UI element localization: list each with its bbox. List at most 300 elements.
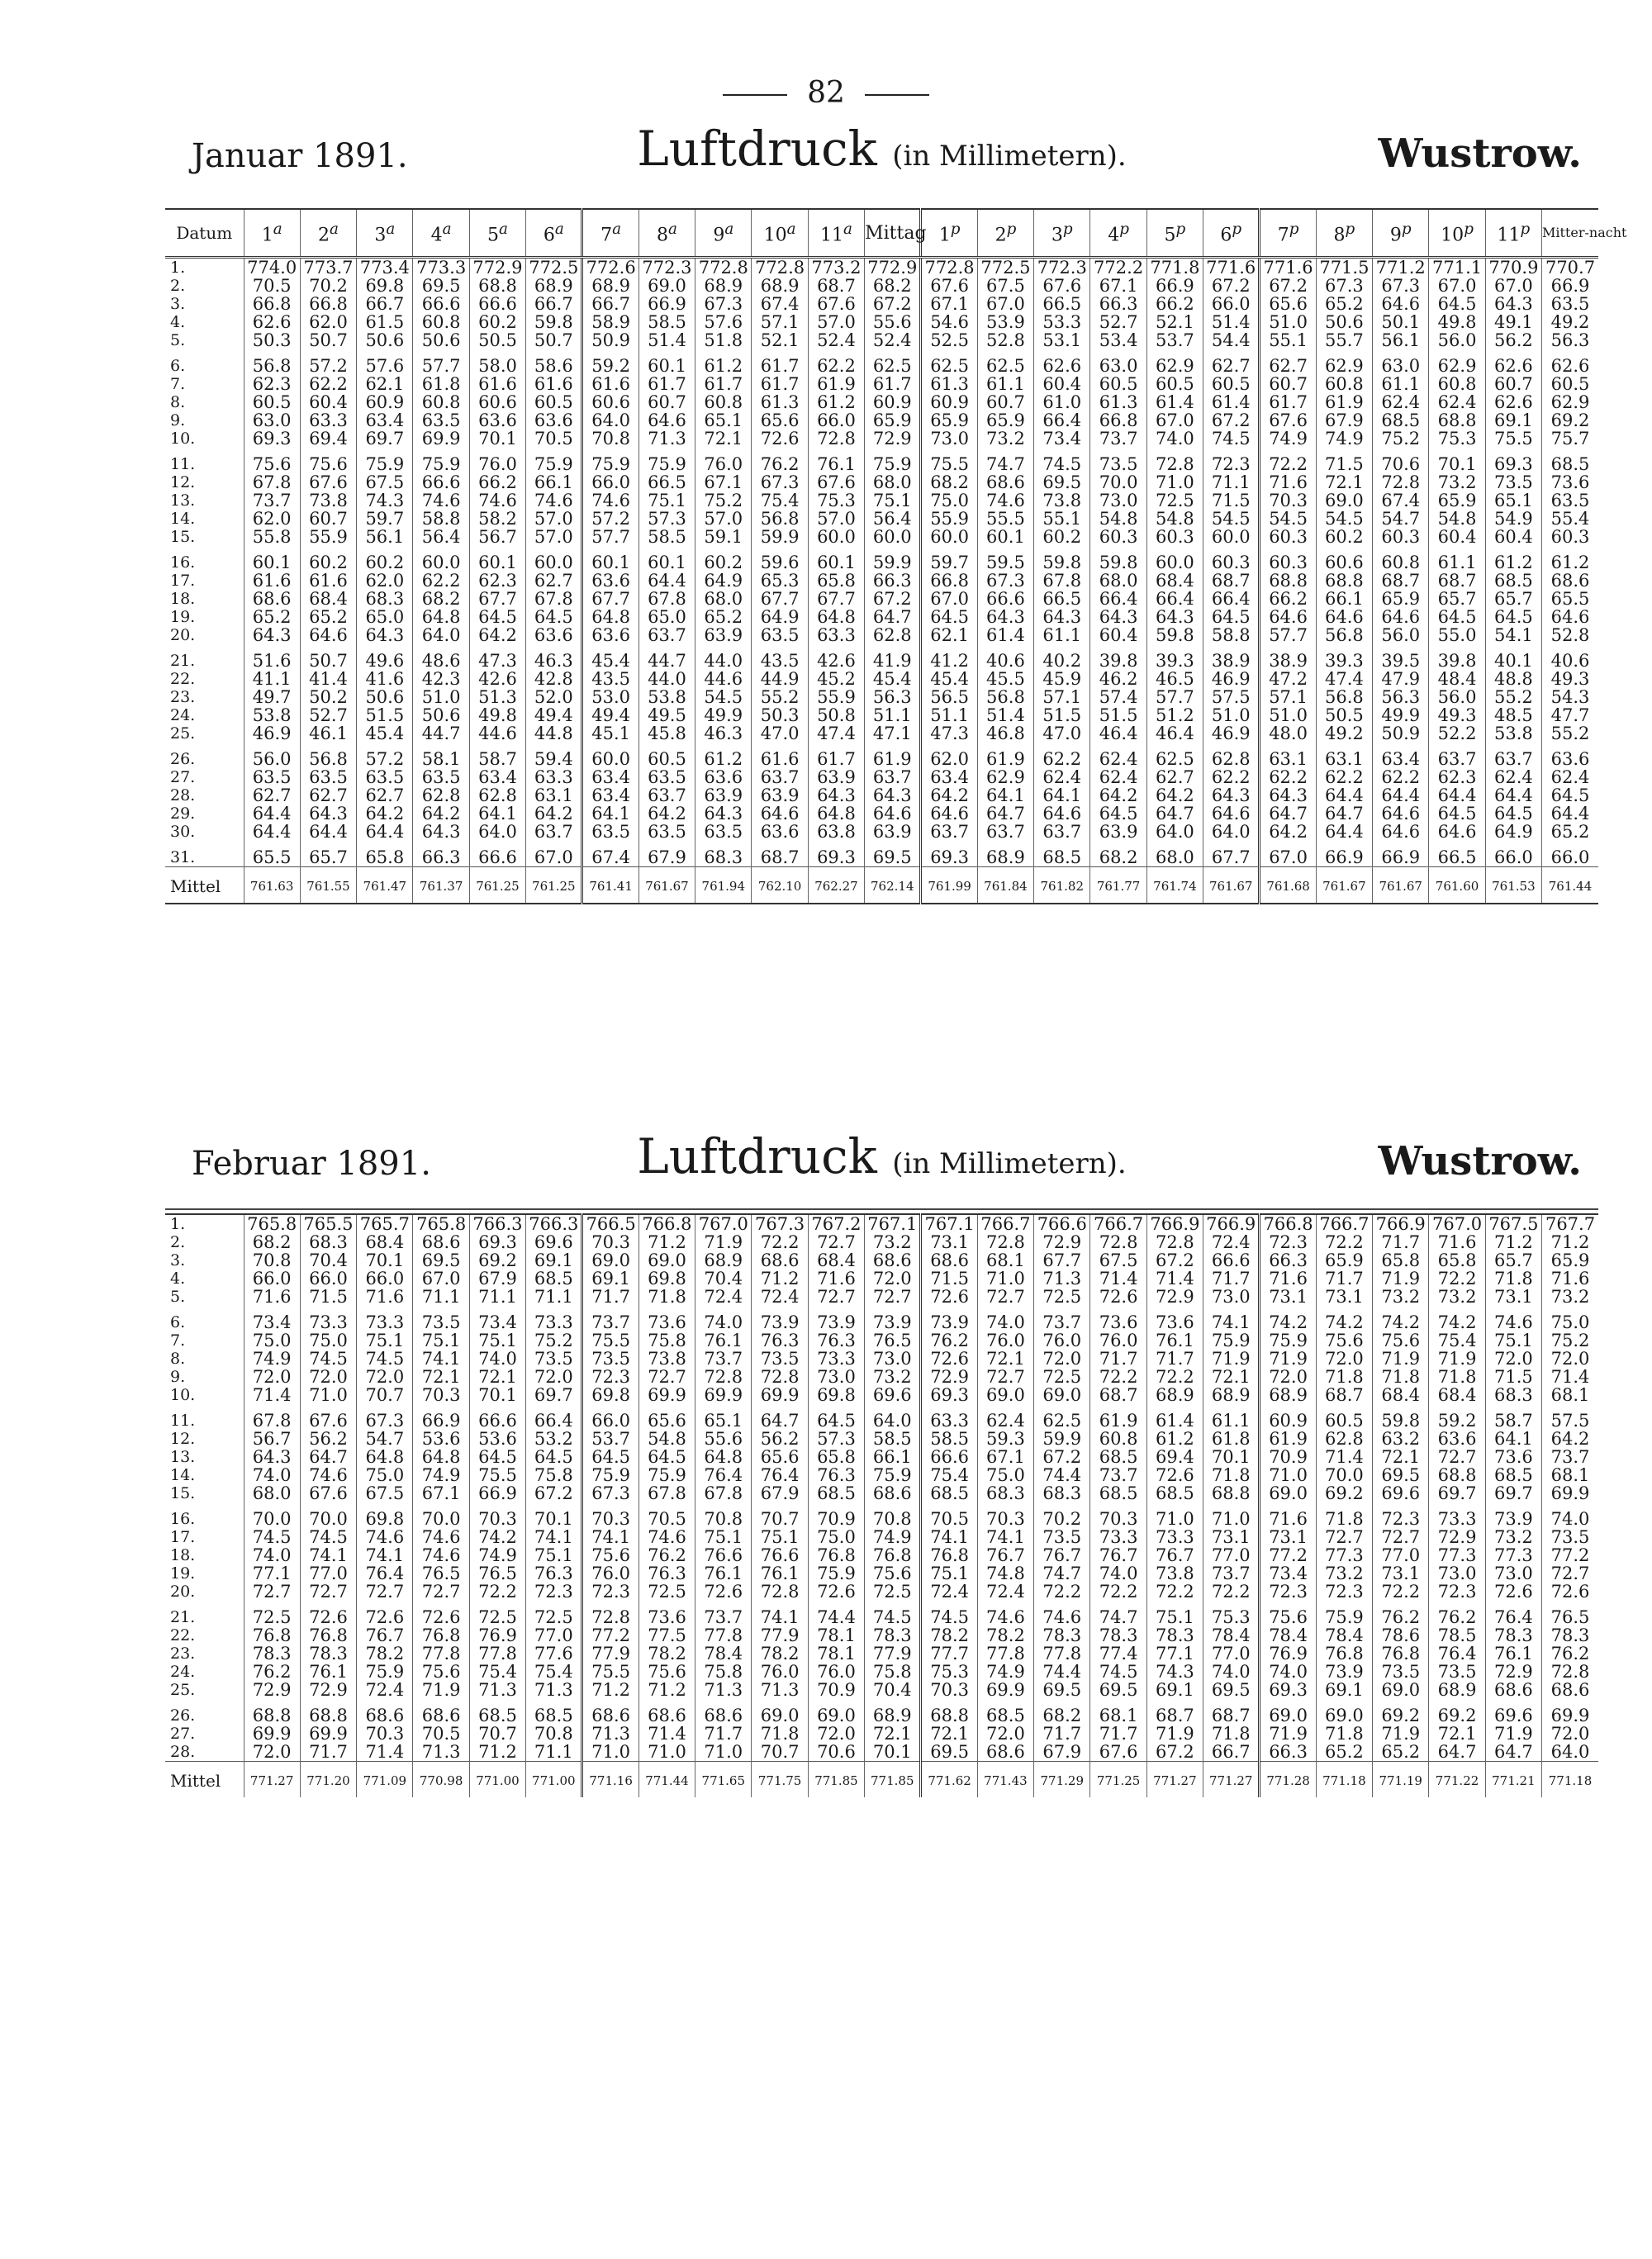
pressure-cell: 772.8 — [921, 258, 977, 278]
pressure-cell: 69.9 — [695, 1386, 752, 1404]
day-label: 23. — [170, 688, 196, 706]
pressure-cell: 66.9 — [469, 1484, 525, 1502]
pressure-cell: 62.8 — [469, 786, 525, 804]
mean-cell: 771.22 — [1429, 1762, 1485, 1798]
pressure-cell: 69.0 — [1260, 1484, 1316, 1502]
pressure-cell: 74.6 — [413, 1546, 469, 1564]
pressure-cell: 62.3 — [469, 572, 525, 590]
pressure-cell: 73.9 — [921, 1306, 977, 1331]
pressure-cell: 60.1 — [244, 546, 300, 572]
pressure-cell: 73.6 — [1146, 1306, 1203, 1331]
pressure-cell: 67.2 — [865, 590, 921, 608]
pressure-cell: 74.7 — [1090, 1601, 1146, 1626]
pressure-cell: 69.0 — [1316, 491, 1372, 510]
pressure-cell: 66.7 — [357, 295, 413, 313]
pressure-cell: 72.4 — [977, 1583, 1033, 1601]
pressure-cell: 50.7 — [526, 331, 582, 349]
pressure-cell: 57.0 — [526, 528, 582, 546]
mean-cell: 761.74 — [1146, 867, 1203, 904]
pressure-cell: 61.5 — [357, 313, 413, 331]
pressure-cell: 62.9 — [1146, 349, 1203, 375]
pressure-cell: 73.4 — [1260, 1564, 1316, 1583]
pressure-cell: 772.3 — [1034, 258, 1090, 278]
pressure-cell: 74.5 — [300, 1350, 356, 1368]
table-row — [165, 804, 1598, 823]
pressure-cell: 66.3 — [865, 572, 921, 590]
day-label: 20. — [170, 626, 196, 644]
pressure-cell: 72.2 — [1429, 1270, 1485, 1288]
pressure-cell: 44.6 — [695, 670, 752, 688]
pressure-cell: 65.7 — [1485, 590, 1541, 608]
pressure-cell: 772.5 — [526, 258, 582, 278]
pressure-cell: 65.3 — [752, 572, 808, 590]
pressure-cell: 68.1 — [977, 1251, 1033, 1270]
pressure-cell: 60.0 — [1203, 528, 1260, 546]
pressure-cell: 70.5 — [638, 1502, 695, 1528]
februar-title-row — [165, 1128, 1598, 1189]
pressure-cell: 63.5 — [357, 768, 413, 786]
pressure-cell: 70.6 — [808, 1743, 864, 1762]
pressure-cell: 77.8 — [413, 1644, 469, 1663]
pressure-cell: 63.6 — [526, 626, 582, 644]
pressure-cell: 76.0 — [752, 1663, 808, 1681]
pressure-cell: 64.4 — [1373, 786, 1429, 804]
pressure-cell: 58.2 — [469, 510, 525, 528]
pressure-cell: 62.7 — [526, 572, 582, 590]
pressure-cell: 62.9 — [977, 768, 1033, 786]
pressure-cell: 40.1 — [1485, 644, 1541, 670]
header-hour: 4$^p$ — [1090, 209, 1146, 258]
pressure-cell: 62.7 — [244, 786, 300, 804]
februar-month-title: Februar 1891. — [192, 1145, 431, 1183]
pressure-cell: 55.9 — [300, 528, 356, 546]
pressure-cell: 76.1 — [1146, 1331, 1203, 1350]
pressure-cell: 76.4 — [1485, 1601, 1541, 1626]
pressure-cell: 72.2 — [1090, 1583, 1146, 1601]
pressure-cell: 65.6 — [752, 1448, 808, 1466]
pressure-cell: 64.0 — [469, 823, 525, 841]
pressure-cell: 67.8 — [1034, 572, 1090, 590]
pressure-cell: 70.3 — [469, 1502, 525, 1528]
mean-cell: 771.27 — [1203, 1762, 1260, 1798]
pressure-cell: 51.4 — [977, 706, 1033, 724]
pressure-cell: 73.4 — [1034, 429, 1090, 448]
day-label: 13. — [170, 491, 196, 510]
pressure-cell: 70.4 — [300, 1251, 356, 1270]
pressure-cell: 45.4 — [865, 670, 921, 688]
pressure-cell: 68.1 — [1542, 1466, 1598, 1484]
pressure-cell: 62.9 — [1429, 349, 1485, 375]
pressure-cell: 56.8 — [244, 349, 300, 375]
pressure-cell: 72.6 — [357, 1601, 413, 1626]
pressure-cell: 63.5 — [1542, 295, 1598, 313]
pressure-cell: 71.2 — [1542, 1233, 1598, 1251]
pressure-cell: 74.1 — [357, 1546, 413, 1564]
pressure-cell: 71.5 — [1203, 491, 1260, 510]
mean-cell: 771.85 — [808, 1762, 864, 1798]
pressure-cell: 73.5 — [1485, 473, 1541, 491]
pressure-cell: 765.8 — [413, 1214, 469, 1233]
pressure-cell: 60.3 — [1373, 528, 1429, 546]
pressure-cell: 76.2 — [1429, 1601, 1485, 1626]
mean-cell: 761.94 — [695, 867, 752, 904]
pressure-cell: 74.9 — [1260, 429, 1316, 448]
pressure-cell: 76.7 — [977, 1546, 1033, 1564]
pressure-cell: 64.7 — [1429, 1743, 1485, 1762]
pressure-cell: 51.5 — [357, 706, 413, 724]
mean-row — [165, 867, 1598, 904]
pressure-cell: 75.4 — [921, 1466, 977, 1484]
pressure-cell: 772.6 — [582, 258, 638, 278]
pressure-cell: 74.4 — [1034, 1466, 1090, 1484]
pressure-cell: 75.9 — [865, 1466, 921, 1484]
pressure-cell: 61.4 — [977, 626, 1033, 644]
pressure-cell: 57.5 — [1203, 688, 1260, 706]
mean-cell: 761.67 — [638, 867, 695, 904]
pressure-cell: 77.1 — [244, 1564, 300, 1583]
pressure-cell: 64.6 — [1373, 295, 1429, 313]
pressure-cell: 56.5 — [921, 688, 977, 706]
pressure-cell: 767.7 — [1542, 1214, 1598, 1233]
pressure-cell: 76.7 — [1034, 1546, 1090, 1564]
pressure-cell: 63.7 — [752, 768, 808, 786]
pressure-cell: 72.7 — [1373, 1528, 1429, 1546]
pressure-cell: 74.0 — [695, 1306, 752, 1331]
pressure-cell: 70.2 — [300, 277, 356, 295]
pressure-cell: 56.4 — [865, 510, 921, 528]
pressure-cell: 64.5 — [921, 608, 977, 626]
pressure-cell: 53.8 — [638, 688, 695, 706]
pressure-cell: 58.8 — [1203, 626, 1260, 644]
table-row — [165, 786, 1598, 804]
pressure-cell: 75.6 — [1373, 1331, 1429, 1350]
pressure-cell: 50.3 — [752, 706, 808, 724]
pressure-cell: 74.0 — [244, 1546, 300, 1564]
pressure-cell: 76.1 — [695, 1564, 752, 1583]
pressure-cell: 47.3 — [469, 644, 525, 670]
pressure-cell: 69.5 — [1090, 1681, 1146, 1699]
pressure-cell: 60.5 — [1146, 375, 1203, 393]
pressure-cell: 71.9 — [1373, 1350, 1429, 1368]
pressure-cell: 73.2 — [1429, 1288, 1485, 1306]
mean-cell: 771.85 — [865, 1762, 921, 1798]
pressure-cell: 72.6 — [921, 1350, 977, 1368]
pressure-cell: 61.9 — [1090, 1404, 1146, 1430]
pressure-cell: 74.0 — [1203, 1663, 1260, 1681]
pressure-cell: 68.6 — [413, 1233, 469, 1251]
pressure-cell: 69.8 — [357, 277, 413, 295]
mean-cell: 761.37 — [413, 867, 469, 904]
pressure-cell: 50.5 — [469, 331, 525, 349]
pressure-cell: 78.3 — [1146, 1626, 1203, 1644]
pressure-cell: 60.3 — [1146, 528, 1203, 546]
pressure-cell: 75.5 — [582, 1663, 638, 1681]
pressure-cell: 68.2 — [1090, 841, 1146, 867]
pressure-cell: 73.2 — [1485, 1528, 1541, 1546]
pressure-cell: 63.3 — [526, 768, 582, 786]
pressure-cell: 69.6 — [865, 1386, 921, 1404]
mean-cell: 771.43 — [977, 1762, 1033, 1798]
day-label: 10. — [170, 1386, 196, 1404]
pressure-cell: 63.6 — [469, 411, 525, 429]
pressure-cell: 57.2 — [582, 510, 638, 528]
pressure-cell: 766.3 — [469, 1214, 525, 1233]
pressure-cell: 75.1 — [413, 1331, 469, 1350]
pressure-cell: 66.9 — [638, 295, 695, 313]
day-label: 23. — [170, 1644, 196, 1663]
pressure-cell: 56.1 — [1373, 331, 1429, 349]
pressure-cell: 75.1 — [469, 1331, 525, 1350]
pressure-cell: 57.7 — [1260, 626, 1316, 644]
pressure-cell: 52.1 — [752, 331, 808, 349]
pressure-cell: 76.0 — [1034, 1331, 1090, 1350]
pressure-cell: 68.3 — [695, 841, 752, 867]
pressure-cell: 77.5 — [638, 1626, 695, 1644]
pressure-cell: 61.4 — [1146, 1404, 1203, 1430]
pressure-cell: 62.0 — [300, 313, 356, 331]
table-row — [165, 1386, 1598, 1404]
table-row — [165, 1743, 1598, 1762]
pressure-cell: 60.3 — [1542, 528, 1598, 546]
pressure-cell: 71.2 — [582, 1681, 638, 1699]
pressure-cell: 71.5 — [300, 1288, 356, 1306]
pressure-cell: 54.8 — [1090, 510, 1146, 528]
pressure-cell: 76.1 — [1485, 1644, 1541, 1663]
pressure-cell: 62.3 — [244, 375, 300, 393]
header-hour: 3$^p$ — [1034, 209, 1090, 258]
pressure-cell: 56.8 — [1316, 688, 1372, 706]
pressure-cell: 63.6 — [526, 411, 582, 429]
day-label: 1. — [170, 1215, 186, 1233]
day-label: 28. — [170, 786, 196, 804]
pressure-cell: 73.3 — [1429, 1502, 1485, 1528]
pressure-cell: 76.8 — [1373, 1644, 1429, 1663]
pressure-cell: 72.0 — [1485, 1350, 1541, 1368]
pressure-cell: 44.0 — [695, 644, 752, 670]
pressure-cell: 774.0 — [244, 258, 300, 278]
pressure-cell: 74.6 — [582, 491, 638, 510]
pressure-cell: 68.8 — [1260, 572, 1316, 590]
pressure-cell: 60.8 — [1316, 375, 1372, 393]
pressure-cell: 72.7 — [1542, 1564, 1598, 1583]
pressure-cell: 60.4 — [1034, 375, 1090, 393]
pressure-cell: 64.5 — [1485, 804, 1541, 823]
pressure-cell: 63.6 — [582, 626, 638, 644]
pressure-cell: 62.8 — [865, 626, 921, 644]
pressure-cell: 71.0 — [638, 1743, 695, 1762]
pressure-cell: 72.0 — [1542, 1725, 1598, 1743]
pressure-cell: 72.4 — [752, 1288, 808, 1306]
pressure-cell: 68.9 — [526, 277, 582, 295]
pressure-cell: 766.7 — [1090, 1214, 1146, 1233]
pressure-cell: 63.9 — [1090, 823, 1146, 841]
pressure-cell: 72.0 — [357, 1368, 413, 1386]
pressure-cell: 71.7 — [1373, 1233, 1429, 1251]
pressure-cell: 50.7 — [300, 644, 356, 670]
day-label: 3. — [170, 295, 186, 313]
pressure-cell: 71.8 — [638, 1288, 695, 1306]
pressure-cell: 73.3 — [1146, 1528, 1203, 1546]
pressure-cell: 76.1 — [808, 448, 864, 473]
pressure-cell: 70.5 — [921, 1502, 977, 1528]
pressure-cell: 62.8 — [1203, 743, 1260, 768]
pressure-cell: 66.9 — [1542, 277, 1598, 295]
pressure-cell: 72.4 — [921, 1583, 977, 1601]
pressure-cell: 70.1 — [469, 1386, 525, 1404]
pressure-cell: 60.6 — [1316, 546, 1372, 572]
pressure-cell: 78.4 — [1260, 1626, 1316, 1644]
table-row — [165, 1644, 1598, 1663]
pressure-cell: 50.3 — [244, 331, 300, 349]
pressure-cell: 62.0 — [357, 572, 413, 590]
pressure-cell: 71.6 — [1260, 1502, 1316, 1528]
pressure-cell: 72.8 — [977, 1233, 1033, 1251]
pressure-cell: 71.3 — [752, 1681, 808, 1699]
pressure-cell: 71.4 — [1090, 1270, 1146, 1288]
pressure-cell: 76.4 — [695, 1466, 752, 1484]
pressure-cell: 60.0 — [1146, 546, 1203, 572]
pressure-cell: 68.9 — [977, 841, 1033, 867]
pressure-cell: 64.2 — [357, 804, 413, 823]
pressure-cell: 45.9 — [1034, 670, 1090, 688]
pressure-cell: 65.9 — [1429, 491, 1485, 510]
pressure-cell: 65.6 — [638, 1404, 695, 1430]
pressure-cell: 68.5 — [1542, 448, 1598, 473]
pressure-cell: 73.5 — [582, 1350, 638, 1368]
pressure-cell: 71.0 — [300, 1386, 356, 1404]
pressure-cell: 64.5 — [1090, 804, 1146, 823]
pressure-cell: 72.9 — [300, 1681, 356, 1699]
pressure-cell: 74.7 — [1034, 1564, 1090, 1583]
pressure-cell: 772.8 — [752, 258, 808, 278]
pressure-cell: 70.6 — [1373, 448, 1429, 473]
table-row — [165, 1564, 1598, 1583]
pressure-cell: 72.8 — [695, 1368, 752, 1386]
pressure-cell: 65.0 — [357, 608, 413, 626]
pressure-cell: 62.9 — [1316, 349, 1372, 375]
pressure-cell: 72.1 — [413, 1368, 469, 1386]
pressure-cell: 64.6 — [1373, 608, 1429, 626]
pressure-cell: 72.8 — [582, 1601, 638, 1626]
pressure-cell: 65.5 — [244, 841, 300, 867]
pressure-cell: 73.0 — [1429, 1564, 1485, 1583]
pressure-cell: 63.6 — [582, 572, 638, 590]
pressure-cell: 47.2 — [1260, 670, 1316, 688]
pressure-cell: 74.2 — [469, 1528, 525, 1546]
pressure-cell: 71.5 — [1485, 1368, 1541, 1386]
pressure-cell: 72.6 — [1542, 1583, 1598, 1601]
pressure-cell: 58.1 — [413, 743, 469, 768]
pressure-cell: 61.2 — [1542, 546, 1598, 572]
pressure-cell: 71.3 — [638, 429, 695, 448]
day-label: 21. — [170, 1608, 196, 1626]
pressure-cell: 65.2 — [1542, 823, 1598, 841]
pressure-cell: 75.9 — [1203, 1331, 1260, 1350]
pressure-cell: 766.7 — [977, 1214, 1033, 1233]
pressure-cell: 76.2 — [638, 1546, 695, 1564]
pressure-cell: 64.7 — [865, 608, 921, 626]
pressure-cell: 72.0 — [1034, 1350, 1090, 1368]
pressure-cell: 63.6 — [695, 768, 752, 786]
pressure-cell: 63.4 — [582, 768, 638, 786]
pressure-cell: 43.5 — [752, 644, 808, 670]
pressure-cell: 39.3 — [1146, 644, 1203, 670]
pressure-cell: 70.0 — [1090, 473, 1146, 491]
pressure-cell: 76.5 — [865, 1331, 921, 1350]
pressure-cell: 71.0 — [977, 1270, 1033, 1288]
pressure-cell: 74.6 — [413, 491, 469, 510]
mean-cell: 771.29 — [1034, 1762, 1090, 1798]
pressure-cell: 72.1 — [1203, 1368, 1260, 1386]
pressure-cell: 65.9 — [977, 411, 1033, 429]
pressure-cell: 56.0 — [1429, 331, 1485, 349]
pressure-cell: 72.2 — [1203, 1583, 1260, 1601]
pressure-cell: 64.6 — [921, 804, 977, 823]
pressure-cell: 74.1 — [526, 1528, 582, 1546]
pressure-cell: 770.9 — [1485, 258, 1541, 278]
pressure-cell: 47.4 — [1316, 670, 1372, 688]
header-mittag: Mittag — [865, 209, 921, 258]
header-mitternacht: Mitter-nacht — [1542, 209, 1598, 258]
pressure-cell: 74.6 — [413, 1528, 469, 1546]
table-row — [165, 670, 1598, 688]
table-row — [165, 258, 1598, 278]
pressure-cell: 69.5 — [921, 1743, 977, 1762]
pressure-cell: 61.2 — [808, 393, 864, 411]
pressure-cell: 76.8 — [413, 1626, 469, 1644]
pressure-cell: 64.0 — [1146, 823, 1203, 841]
pressure-cell: 45.1 — [582, 724, 638, 743]
pressure-cell: 73.1 — [1485, 1288, 1541, 1306]
day-label: 8. — [170, 393, 186, 411]
pressure-cell: 75.6 — [1260, 1601, 1316, 1626]
mean-cell: 771.00 — [469, 1762, 525, 1798]
pressure-cell: 67.2 — [1034, 1448, 1090, 1466]
pressure-cell: 59.2 — [1429, 1404, 1485, 1430]
pressure-cell: 66.7 — [1203, 1743, 1260, 1762]
pressure-cell: 75.1 — [526, 1546, 582, 1564]
pressure-cell: 39.8 — [1429, 644, 1485, 670]
pressure-cell: 68.2 — [865, 277, 921, 295]
pressure-cell: 65.6 — [1260, 295, 1316, 313]
pressure-cell: 72.5 — [638, 1583, 695, 1601]
pressure-cell: 61.7 — [865, 375, 921, 393]
pressure-cell: 71.7 — [300, 1743, 356, 1762]
pressure-cell: 70.3 — [582, 1233, 638, 1251]
pressure-cell: 73.0 — [1090, 491, 1146, 510]
pressure-cell: 64.3 — [357, 626, 413, 644]
pressure-cell: 46.2 — [1090, 670, 1146, 688]
pressure-cell: 69.9 — [413, 429, 469, 448]
pressure-cell: 64.3 — [244, 1448, 300, 1466]
pressure-cell: 59.5 — [977, 546, 1033, 572]
pressure-cell: 70.8 — [582, 429, 638, 448]
pressure-cell: 71.1 — [413, 1288, 469, 1306]
pressure-cell: 64.4 — [1316, 823, 1372, 841]
mean-cell: 761.44 — [1542, 867, 1598, 904]
pressure-cell: 72.2 — [1034, 1583, 1090, 1601]
februar-table — [165, 1213, 1598, 1797]
pressure-cell: 64.5 — [469, 1448, 525, 1466]
pressure-cell: 68.5 — [1485, 1466, 1541, 1484]
pressure-cell: 60.8 — [413, 393, 469, 411]
pressure-cell: 66.7 — [526, 295, 582, 313]
pressure-cell: 67.2 — [1203, 277, 1260, 295]
pressure-cell: 64.3 — [808, 786, 864, 804]
pressure-cell: 60.0 — [921, 528, 977, 546]
pressure-cell: 75.1 — [865, 491, 921, 510]
pressure-cell: 55.9 — [921, 510, 977, 528]
